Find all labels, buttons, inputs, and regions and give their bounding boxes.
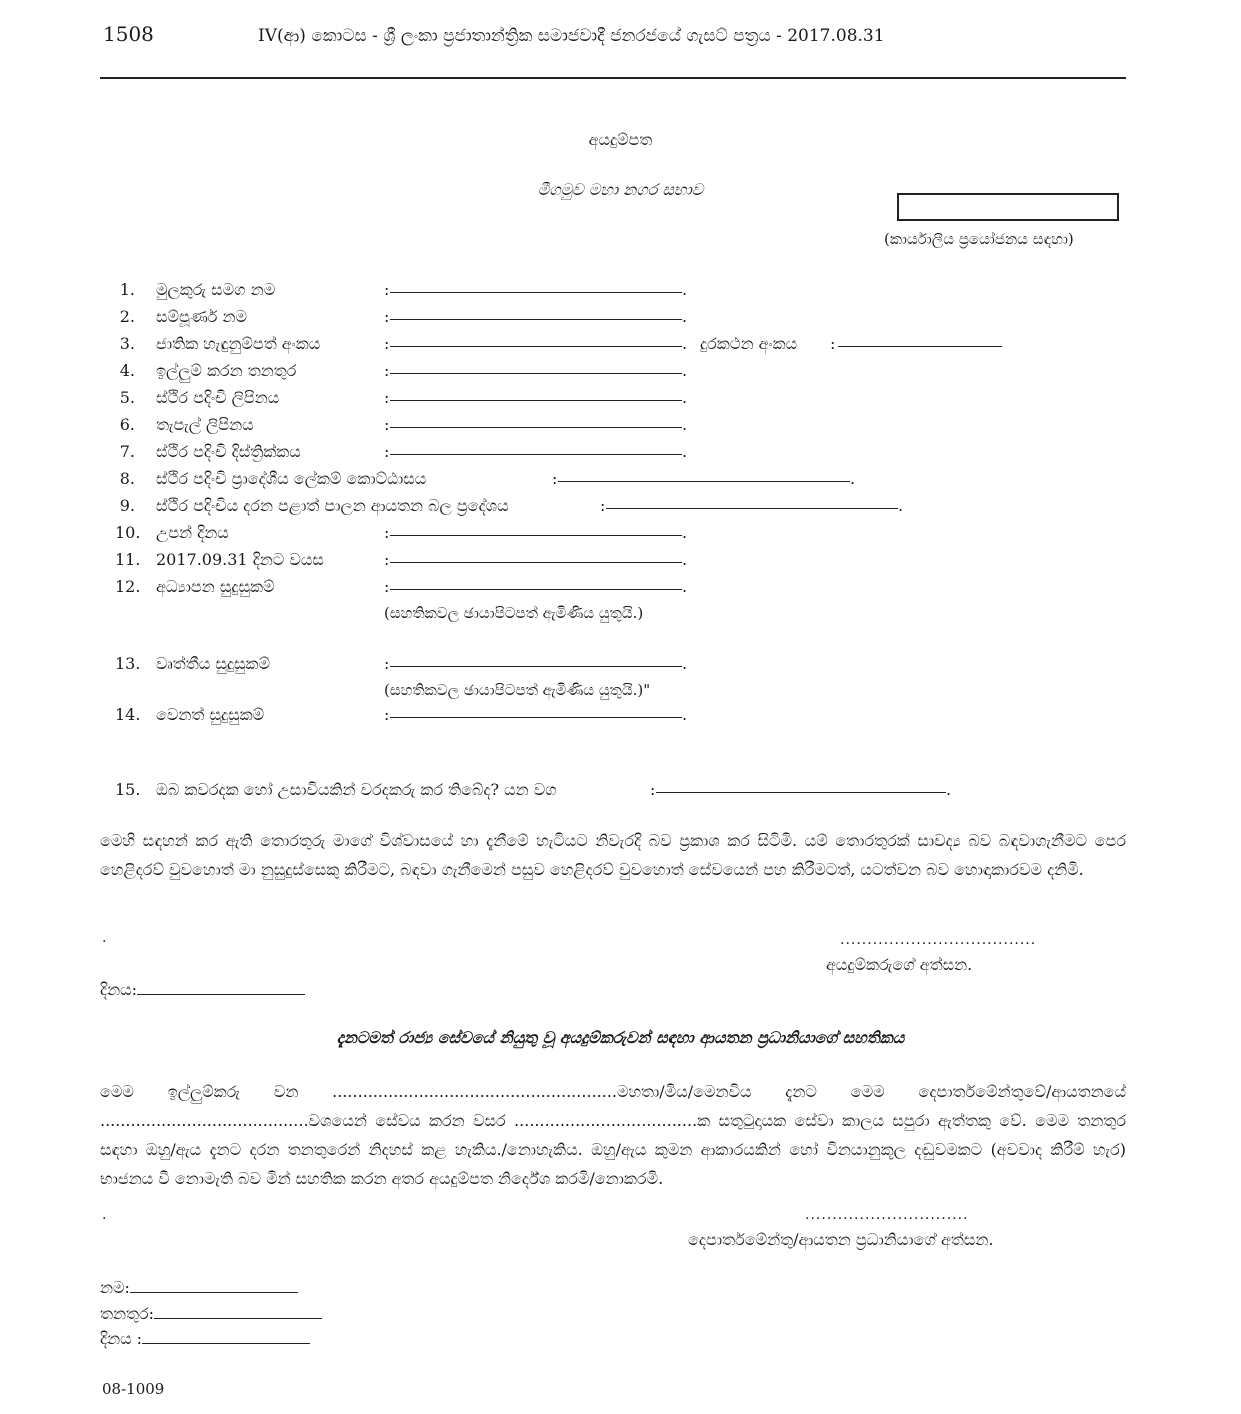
head-designation-field [100,1304,322,1324]
field-row-initials-name: 1. මුලකුරු සමග නම : . [0,280,1241,306]
field-input-line[interactable] [390,577,682,590]
field-label: වෘත්තීය සුදුසුකම් [156,654,270,673]
designation-input-line[interactable] [154,1306,322,1319]
field-input-line[interactable] [390,442,682,455]
field-input-line[interactable] [390,307,682,320]
field-label: ජාතික හැඳුනුම්පත් අංකය [156,334,321,353]
field-number: 6. [119,415,135,434]
field-label: සම්පූර්ණ නම [156,307,248,326]
field-number: 5. [119,388,135,407]
field-label: මුලකුරු සමග නම [156,280,276,299]
office-use-box[interactable] [897,193,1119,221]
field-row-local-authority: 9. ස්ථිර පදිංචිය දරන පළාත් පාලන ආයතන බල ප්‍රදේශය : . [0,496,1241,522]
field-input-line[interactable] [558,469,850,482]
field-number: 4. [119,361,135,380]
field-number: 13. [115,654,141,673]
council-name: මීගමුව මහා නගර සභාව [537,180,704,199]
phone-label: දුරකථන අංකය [700,334,798,353]
field-row-age: 11. 2017.09.31 දිනට වයස : . [115,550,688,569]
field-number: 8. [119,469,135,488]
field-label: තැපැල් ලිපිනය [156,415,254,434]
name-label: නම: [100,1278,130,1297]
field-label: වෙනත් සුදුසුකම් [156,705,265,724]
applicant-signature-label: අයදුම්කරුගේ අත්සන. [826,955,973,974]
field-number: 2. [119,307,135,326]
field-label: 2017.09.31 දිනට වයස [156,550,324,569]
name-input-line[interactable] [130,1280,298,1293]
certificate-copy-note: (සහතිකවල ඡායාපිටපත් ඇමිණිය යුතුයි.)" [384,681,651,699]
field-number: 7. [119,442,135,461]
field-label: ස්ථිර පදිංචිය දරන පළාත් පාලන ආයතන බල ප්‍රදේශය [156,496,509,515]
field-row-permanent-address: 5. ස්ථිර පදිංචි ලිපිනය : . [0,388,1241,414]
date-label: දිනය: [100,980,137,999]
field-label: ඉල්ලුම් කරන තනතුර [156,361,297,380]
applicant-signature-line[interactable]: .................................... [840,932,1037,948]
document-code: 08-1009 [102,1380,165,1398]
field-row-other: 14. වෙනත් සුදුසුකම් : . [115,705,688,724]
field-label: ස්ථිර පදිංචි ලිපිනය [156,388,280,407]
head-name-field [100,1278,298,1298]
office-use-label: (කාර්යාලීය ප්‍රයෝජනය සඳහා) [884,230,1074,248]
field-label: ස්ථිර පදිංචි ප්‍රාදේශීය ලේකම් කොට්ඨාසය [156,469,427,488]
field-input-line[interactable] [390,550,682,563]
field-row-district: 7. ස්ථිර පදිංචි දිස්ත්‍රික්කය : . [0,442,1241,468]
date-label: දිනය : [100,1329,143,1348]
field-row-ds-division: 8. ස්ථිර පදිංචි ප්‍රාදේශීය ලේකම් කොට්ඨාසය : . [0,469,1241,495]
field-row-convicted: 15. ඔබ කවරදක හෝ උසාවියකින් වරදකරු කර තිබේද? යන වග : . [115,780,952,799]
field-row-education: 12. අධ්‍යාපන සුදුසුකම් : . [115,577,688,596]
field-row-full-name: 2. සම්පූර්ණ නම : . [0,307,1241,333]
phone-input-line[interactable] [838,334,1002,347]
field-number: 11. [115,550,141,569]
field-label: ස්ථිර පදිංචි දිස්ත්‍රික්කය [156,442,301,461]
certificate-body-line-1: මෙම ඉල්ලුම්කරු වන ........................................................මහතා/මිය/මෙනවිය දැනට මෙම දෙපාර්තමේන්තුවේ/ආයතනයේ [100,1082,1126,1101]
field-number: 1. [119,280,135,299]
field-input-line[interactable] [390,415,682,428]
field-number: 14. [115,705,141,724]
field-number: 3. [119,334,135,353]
field-row-professional: 13. වෘත්තීය සුදුසුකම් : . [115,654,688,673]
gazette-header-title: IV(ආ) කොටස - ශ්‍රී ලංකා ප්‍රජාතාන්ත්‍රික සමාජවාදී ජනරජයේ ගැසට් පත්‍රය - 2017.08.31 [258,26,885,46]
field-row-postal-address: 6. තැපැල් ලිපිනය : . [0,415,1241,441]
field-number: 10. [115,523,141,542]
field-number: 15. [115,780,141,799]
field-input-line[interactable] [390,388,682,401]
declaration-text: මෙහි සඳහන් කර ඇති තොරතුරු මාගේ විශ්වාසයේ හා දැනීමේ හැටියට නිවැරදි බව ප්‍රකාශ කර සිටිමි. යම් තොරතුරක් සාවද්‍ය බව බඳවාගැනීමට පෙර හෙළිදරව් වුවහොත් මා නුසුදුස්සෙකු කිරීමට, බඳවා ගැනීමෙන් පසුව හෙළිදරව් වුවහොත් සේවයෙන් පහ කිරීමටත්, යටත්වන බව හොඳාකාරවම දනිමි. [100,831,1126,879]
page-number: 1508 [103,22,154,46]
field-input-line[interactable] [390,334,682,347]
field-label: උපන් දිනය [156,523,229,542]
field-input-line[interactable] [390,705,682,718]
date-input-line[interactable] [142,1331,310,1344]
head-date-field [100,1329,310,1349]
field-input-line[interactable] [656,780,946,793]
head-signature-line[interactable]: .............................. [805,1207,969,1223]
field-label: අධ්‍යාපන සුදුසුකම් [156,577,275,596]
field-number: 12. [115,577,141,596]
certificate-copy-note: (සහතිකවල ඡායාපිටපත් ඇමිණිය යුතුයි.) [384,604,644,622]
date-input-line[interactable] [137,982,305,995]
field-row-post: 4. ඉල්ලුම් කරන තනතුර : . [0,361,1241,387]
field-row-dob: 10. උපන් දිනය : . [115,523,688,542]
field-input-line[interactable] [390,654,682,667]
field-input-line[interactable] [390,361,682,374]
field-input-line[interactable] [606,496,898,509]
certificate-title: දැනටමත් රාජ්‍ය සේවයේ නියුතු වූ අයදුම්කරුවන් සඳහා ආයතන ප්‍රධානියාගේ සහතිකය [336,1028,905,1047]
certificate-body-rest: .........................................වශයෙන් සේවය කරන වසර ....................................ක සතුටුදායක සේවා කාලය සපුරා ඇත්තකු වේ. මෙම තනතුර සඳහා ඔහු/ඇය දැනට දරන තනතුරෙන් නිදහස් කළ හැකිය./නොහැකිය. ඔහු/ඇය කුමන ආකාරයකින් හෝ විනයානුකූල දඬුවමකට (අවවාද කිරීම් හැර) භාජනය වී නොමැති බව මින් සහතික කරන අතර අයදුම්පත නිර්දේශ කරමි/නොකරමි. [100,1111,1126,1188]
field-number: 9. [119,496,135,515]
header-divider [100,77,1126,79]
field-row-nic: 3. ජාතික හැඳුනුම්පත් අංකය : . දුරකථන අංකය : [0,334,1241,360]
applicant-date-field [100,980,305,1000]
form-title: අයදුම්පත [588,130,653,149]
head-signature-label: දෙපාර්තමේන්තු/ආයතන ප්‍රධානියාගේ අත්සන. [688,1230,994,1249]
field-input-line[interactable] [390,280,682,293]
field-label: ඔබ කවරදක හෝ උසාවියකින් වරදකරු කර තිබේද? යන වග [156,780,557,799]
field-input-line[interactable] [390,523,682,536]
designation-label: තනතුර: [100,1304,155,1323]
